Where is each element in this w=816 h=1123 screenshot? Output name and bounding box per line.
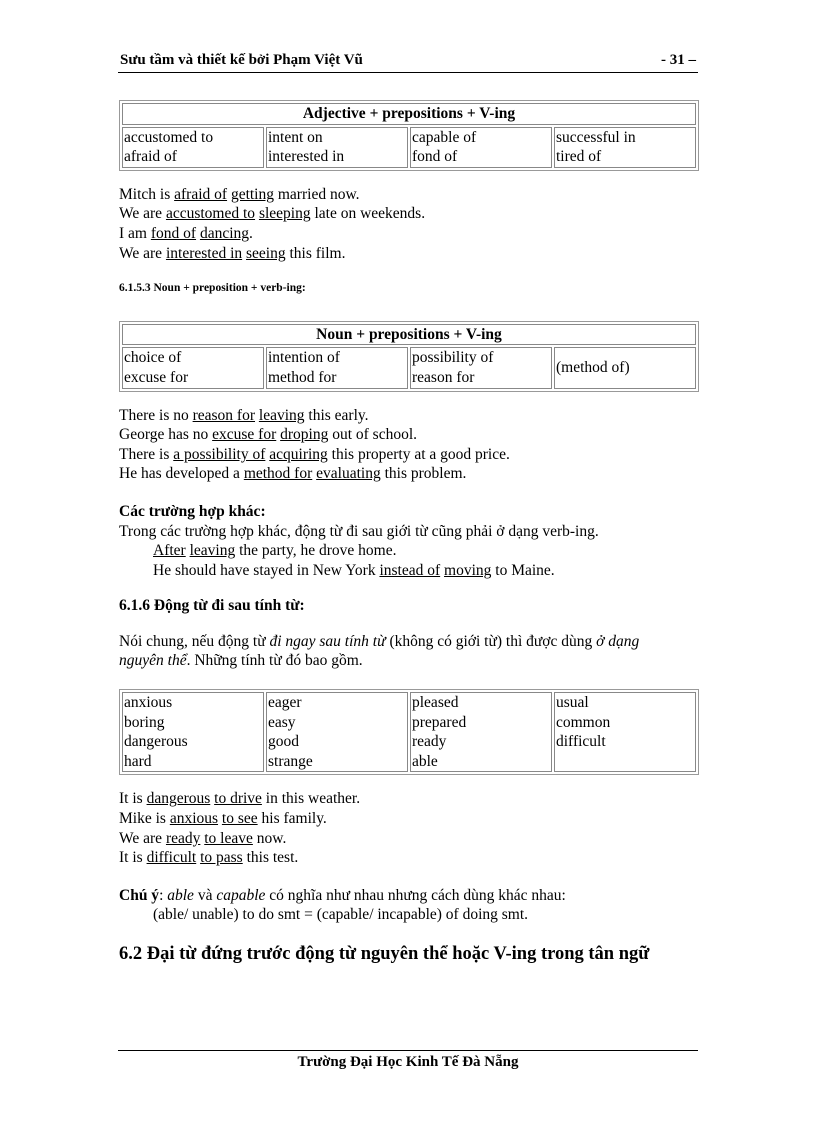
table-cell: possibility of reason for <box>410 347 552 388</box>
examples-adjective <box>119 185 699 263</box>
adjectives-table <box>119 689 699 775</box>
examples-noun <box>119 406 699 484</box>
adjective-prepositions-table <box>119 100 699 171</box>
section-62-title: 6.2 Đại từ đứng trước động từ nguyên thể hoặc V-ing trong tân ngữ <box>119 944 650 964</box>
example-line: There is a possibility of acquiring this property at a good price. <box>119 445 510 463</box>
table-cell: (method of) <box>554 347 696 388</box>
table-cell: intention of method for <box>266 347 408 388</box>
page-number: - 31 – <box>661 52 696 68</box>
example-line: We are interested in seeing this film. <box>119 244 346 262</box>
table-cell: accustomed to afraid of <box>122 127 264 168</box>
table-cell: pleased prepared ready able <box>410 692 552 772</box>
table-cell: choice of excuse for <box>122 347 264 388</box>
example-line: He has developed a method for evaluating this problem. <box>119 465 467 483</box>
example-line: Mike is anxious to see his family. <box>119 810 327 828</box>
note: Chú ý: able và capable có nghĩa như nhau nhưng cách dùng khác nhau: (able/ unable) to do smt = (capable/ incapable) of doing smt. <box>119 886 566 924</box>
table-cell: eager easy good strange <box>266 692 408 772</box>
examples-adjective-infinitive <box>119 789 699 867</box>
table-cell: intent on interested in <box>266 127 408 168</box>
example-line: George has no excuse for droping out of school. <box>119 426 418 444</box>
section-616-title: 6.1.6 Động từ đi sau tính từ: <box>119 597 305 615</box>
table-cell: anxious boring dangerous hard <box>122 692 264 772</box>
table-title: Adjective + prepositions + V-ing <box>122 103 696 125</box>
example-line: It is difficult to pass this test. <box>119 849 299 867</box>
subheading-noun-preposition: 6.1.5.3 Noun + preposition + verb-ing: <box>119 282 306 295</box>
other-cases-section <box>119 502 699 580</box>
header-author: Sưu tầm và thiết kế bởi Phạm Việt Vũ <box>120 52 363 68</box>
table-title: Noun + prepositions + V-ing <box>122 324 696 346</box>
page-content <box>119 100 699 965</box>
example-line: We are accustomed to sleeping late on weekends. <box>119 205 426 223</box>
example-line: He should have stayed in New York instead of moving to Maine. <box>153 561 555 579</box>
example-line: It is dangerous to drive in this weather. <box>119 790 361 808</box>
page-footer: Trường Đại Học Kinh Tế Đà Nẵng <box>118 1050 698 1071</box>
example-line: Mitch is afraid of getting married now. <box>119 185 360 203</box>
noun-prepositions-table <box>119 321 699 392</box>
example-line: We are ready to leave now. <box>119 829 287 847</box>
other-cases-title: Các trường hợp khác: <box>119 502 266 520</box>
other-cases-text: Trong các trường hợp khác, động từ đi sau giới từ cũng phải ở dạng verb-ing. <box>119 522 599 540</box>
section-616-paragraph: Nói chung, nếu động từ đi ngay sau tính từ (không có giới từ) thì được dùng ở dạng nguyên thể. Những tính từ đó bao gồm. <box>119 632 640 670</box>
page-header <box>118 50 698 73</box>
table-cell: successful in tired of <box>554 127 696 168</box>
example-line: There is no reason for leaving this early. <box>119 406 369 424</box>
table-cell: capable of fond of <box>410 127 552 168</box>
example-line: After leaving the party, he drove home. <box>153 542 397 560</box>
example-line: I am fond of dancing. <box>119 224 253 242</box>
table-cell: usual common difficult <box>554 692 696 772</box>
